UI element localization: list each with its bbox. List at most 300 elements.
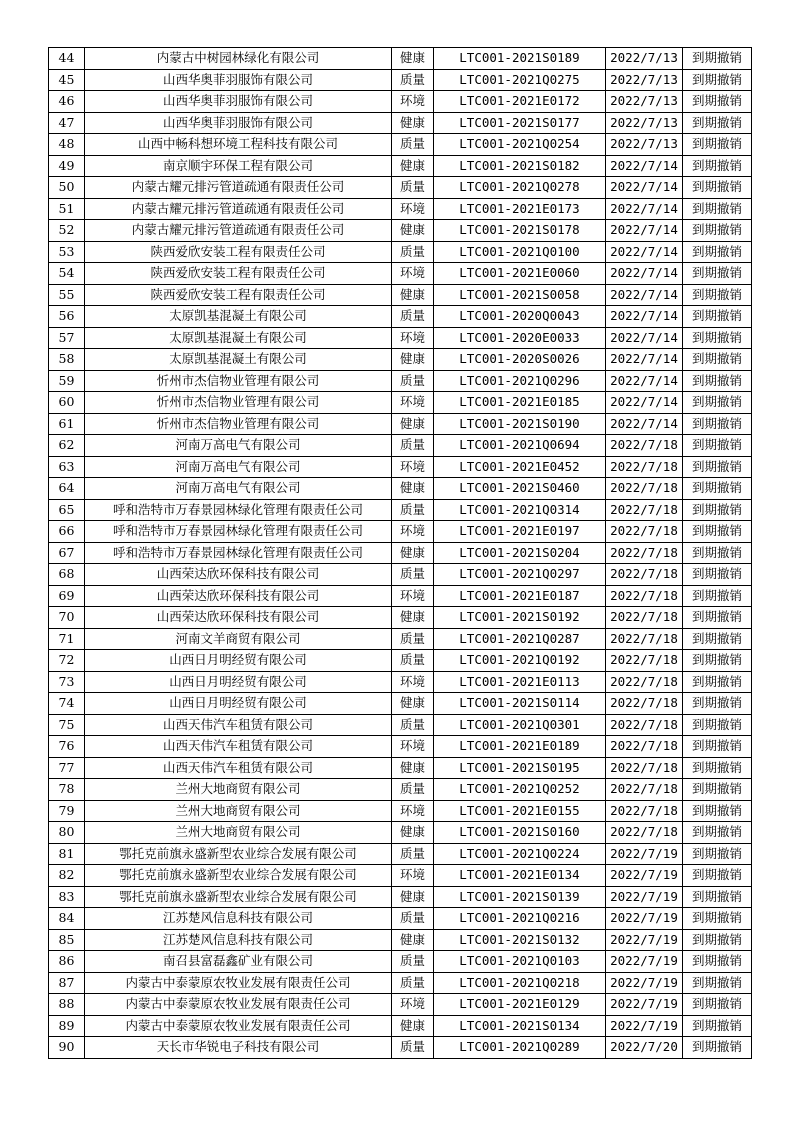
certification-type: 环境 (392, 865, 434, 887)
status-text: 到期撤销 (683, 69, 752, 91)
certification-type: 质量 (392, 714, 434, 736)
row-number: 46 (49, 91, 85, 113)
row-number: 70 (49, 607, 85, 629)
row-number: 78 (49, 779, 85, 801)
row-number: 60 (49, 392, 85, 414)
certification-type: 质量 (392, 69, 434, 91)
certification-type: 质量 (392, 370, 434, 392)
company-name: 内蒙古中泰蒙原农牧业发展有限责任公司 (85, 972, 392, 994)
revocation-date: 2022/7/19 (606, 972, 683, 994)
company-name: 内蒙古耀元排污管道疏通有限责任公司 (85, 177, 392, 199)
table-row (49, 48, 752, 70)
certificate-number: LTC001-2021Q0278 (434, 177, 606, 199)
company-name: 太原凯基混凝土有限公司 (85, 327, 392, 349)
company-name: 江苏楚风信息科技有限公司 (85, 908, 392, 930)
company-name: 山西华奥菲羽服饰有限公司 (85, 112, 392, 134)
certificate-number: LTC001-2021S0178 (434, 220, 606, 242)
table-row (49, 843, 752, 865)
status-text: 到期撤销 (683, 607, 752, 629)
revocation-date: 2022/7/19 (606, 843, 683, 865)
certificate-number: LTC001-2021E0060 (434, 263, 606, 285)
company-name: 陕西爱欣安装工程有限责任公司 (85, 263, 392, 285)
status-text: 到期撤销 (683, 456, 752, 478)
row-number: 88 (49, 994, 85, 1016)
certificate-number: LTC001-2021S0114 (434, 693, 606, 715)
table-row (49, 349, 752, 371)
certificate-number: LTC001-2021S0192 (434, 607, 606, 629)
company-name: 陕西爱欣安装工程有限责任公司 (85, 284, 392, 306)
certification-type: 环境 (392, 585, 434, 607)
certification-type: 质量 (392, 779, 434, 801)
table-row (49, 929, 752, 951)
revocation-date: 2022/7/18 (606, 779, 683, 801)
certificate-number: LTC001-2020S0026 (434, 349, 606, 371)
status-text: 到期撤销 (683, 306, 752, 328)
table-row (49, 908, 752, 930)
certificate-number: LTC001-2021E0155 (434, 800, 606, 822)
certificate-number: LTC001-2021E0189 (434, 736, 606, 758)
revocation-date: 2022/7/14 (606, 327, 683, 349)
status-text: 到期撤销 (683, 628, 752, 650)
company-name: 河南万高电气有限公司 (85, 456, 392, 478)
table-row (49, 951, 752, 973)
table-row (49, 865, 752, 887)
certification-type: 健康 (392, 886, 434, 908)
row-number: 74 (49, 693, 85, 715)
revocation-date: 2022/7/18 (606, 499, 683, 521)
certificate-number: LTC001-2021Q0694 (434, 435, 606, 457)
company-name: 南京顺宇环保工程有限公司 (85, 155, 392, 177)
table-row (49, 800, 752, 822)
status-text: 到期撤销 (683, 972, 752, 994)
revocation-date: 2022/7/18 (606, 542, 683, 564)
row-number: 72 (49, 650, 85, 672)
row-number: 80 (49, 822, 85, 844)
revocation-date: 2022/7/19 (606, 994, 683, 1016)
row-number: 82 (49, 865, 85, 887)
table-row (49, 521, 752, 543)
certification-type: 健康 (392, 220, 434, 242)
certification-type: 质量 (392, 908, 434, 930)
company-name: 山西天伟汽车租赁有限公司 (85, 757, 392, 779)
row-number: 52 (49, 220, 85, 242)
revocation-date: 2022/7/19 (606, 908, 683, 930)
certification-type: 环境 (392, 91, 434, 113)
certificate-number: LTC001-2021E0113 (434, 671, 606, 693)
company-name: 内蒙古中树园林绿化有限公司 (85, 48, 392, 70)
row-number: 69 (49, 585, 85, 607)
company-name: 河南万高电气有限公司 (85, 435, 392, 457)
certification-type: 健康 (392, 413, 434, 435)
revocation-date: 2022/7/13 (606, 69, 683, 91)
company-name: 内蒙古中泰蒙原农牧业发展有限责任公司 (85, 994, 392, 1016)
company-name: 呼和浩特市万春景园林绿化管理有限责任公司 (85, 542, 392, 564)
certification-type: 环境 (392, 198, 434, 220)
table-row (49, 69, 752, 91)
revocation-date: 2022/7/18 (606, 435, 683, 457)
company-name: 山西日月明经贸有限公司 (85, 693, 392, 715)
status-text: 到期撤销 (683, 994, 752, 1016)
status-text: 到期撤销 (683, 155, 752, 177)
table-row (49, 177, 752, 199)
company-name: 山西日月明经贸有限公司 (85, 650, 392, 672)
certification-type: 质量 (392, 650, 434, 672)
certificate-number: LTC001-2021Q0297 (434, 564, 606, 586)
status-text: 到期撤销 (683, 800, 752, 822)
table-row (49, 413, 752, 435)
revocation-date: 2022/7/18 (606, 671, 683, 693)
table-row (49, 456, 752, 478)
company-name: 河南文羊商贸有限公司 (85, 628, 392, 650)
revocation-date: 2022/7/18 (606, 585, 683, 607)
company-name: 山西中畅科想环境工程科技有限公司 (85, 134, 392, 156)
revocation-date: 2022/7/14 (606, 284, 683, 306)
certificate-number: LTC001-2021Q0224 (434, 843, 606, 865)
company-name: 山西荣达欣环保科技有限公司 (85, 607, 392, 629)
revocation-date: 2022/7/18 (606, 714, 683, 736)
revocation-date: 2022/7/18 (606, 693, 683, 715)
revocation-date: 2022/7/13 (606, 112, 683, 134)
certificate-number: LTC001-2021S0160 (434, 822, 606, 844)
certificate-number: LTC001-2021Q0218 (434, 972, 606, 994)
certification-type: 环境 (392, 392, 434, 414)
certification-type: 质量 (392, 499, 434, 521)
revocation-date: 2022/7/14 (606, 220, 683, 242)
table-row (49, 284, 752, 306)
company-name: 兰州大地商贸有限公司 (85, 779, 392, 801)
company-name: 南召县富磊鑫矿业有限公司 (85, 951, 392, 973)
status-text: 到期撤销 (683, 220, 752, 242)
revocation-date: 2022/7/14 (606, 349, 683, 371)
certification-type: 环境 (392, 263, 434, 285)
certification-type: 质量 (392, 241, 434, 263)
revocation-date: 2022/7/14 (606, 263, 683, 285)
certificate-number: LTC001-2021Q0100 (434, 241, 606, 263)
table-row (49, 693, 752, 715)
status-text: 到期撤销 (683, 134, 752, 156)
company-name: 忻州市杰信物业管理有限公司 (85, 370, 392, 392)
status-text: 到期撤销 (683, 1037, 752, 1059)
revocation-date: 2022/7/18 (606, 822, 683, 844)
certificate-revocation-table (48, 47, 752, 1059)
revocation-date: 2022/7/18 (606, 564, 683, 586)
revocation-date: 2022/7/18 (606, 650, 683, 672)
certificate-number: LTC001-2021Q0301 (434, 714, 606, 736)
certificate-number: LTC001-2021Q0287 (434, 628, 606, 650)
certification-type: 质量 (392, 435, 434, 457)
certificate-number: LTC001-2021E0172 (434, 91, 606, 113)
row-number: 76 (49, 736, 85, 758)
table-row (49, 499, 752, 521)
certificate-number: LTC001-2021Q0275 (434, 69, 606, 91)
certificate-number: LTC001-2021S0132 (434, 929, 606, 951)
revocation-date: 2022/7/14 (606, 413, 683, 435)
certificate-number: LTC001-2021Q0254 (434, 134, 606, 156)
revocation-date: 2022/7/20 (606, 1037, 683, 1059)
certificate-number: LTC001-2021E0173 (434, 198, 606, 220)
certificate-number: LTC001-2021S0460 (434, 478, 606, 500)
certificate-number: LTC001-2021S0139 (434, 886, 606, 908)
certificate-number: LTC001-2020E0033 (434, 327, 606, 349)
row-number: 64 (49, 478, 85, 500)
status-text: 到期撤销 (683, 886, 752, 908)
status-text: 到期撤销 (683, 908, 752, 930)
certificate-number: LTC001-2021S0204 (434, 542, 606, 564)
table-row (49, 994, 752, 1016)
table-row (49, 134, 752, 156)
certification-type: 健康 (392, 757, 434, 779)
revocation-date: 2022/7/14 (606, 177, 683, 199)
company-name: 山西天伟汽车租赁有限公司 (85, 736, 392, 758)
certificate-number: LTC001-2021Q0314 (434, 499, 606, 521)
status-text: 到期撤销 (683, 843, 752, 865)
certification-type: 环境 (392, 800, 434, 822)
company-name: 天长市华锐电子科技有限公司 (85, 1037, 392, 1059)
certificate-number: LTC001-2021Q0192 (434, 650, 606, 672)
status-text: 到期撤销 (683, 650, 752, 672)
company-name: 呼和浩特市万春景园林绿化管理有限责任公司 (85, 521, 392, 543)
table-row (49, 972, 752, 994)
row-number: 84 (49, 908, 85, 930)
company-name: 忻州市杰信物业管理有限公司 (85, 392, 392, 414)
certificate-number: LTC001-2021S0177 (434, 112, 606, 134)
row-number: 45 (49, 69, 85, 91)
revocation-date: 2022/7/19 (606, 865, 683, 887)
table-row (49, 241, 752, 263)
certification-type: 环境 (392, 736, 434, 758)
certificate-number: LTC001-2021Q0103 (434, 951, 606, 973)
status-text: 到期撤销 (683, 865, 752, 887)
certificate-number: LTC001-2021E0187 (434, 585, 606, 607)
certificate-number: LTC001-2020Q0043 (434, 306, 606, 328)
status-text: 到期撤销 (683, 284, 752, 306)
status-text: 到期撤销 (683, 198, 752, 220)
revocation-date: 2022/7/18 (606, 607, 683, 629)
company-name: 鄂托克前旗永盛新型农业综合发展有限公司 (85, 843, 392, 865)
revocation-date: 2022/7/19 (606, 929, 683, 951)
row-number: 89 (49, 1015, 85, 1037)
status-text: 到期撤销 (683, 478, 752, 500)
status-text: 到期撤销 (683, 263, 752, 285)
certification-type: 健康 (392, 48, 434, 70)
certification-type: 健康 (392, 929, 434, 951)
certification-type: 健康 (392, 542, 434, 564)
status-text: 到期撤销 (683, 435, 752, 457)
certificate-number: LTC001-2021S0190 (434, 413, 606, 435)
status-text: 到期撤销 (683, 521, 752, 543)
row-number: 81 (49, 843, 85, 865)
certificate-number: LTC001-2021Q0252 (434, 779, 606, 801)
certificate-number: LTC001-2021Q0216 (434, 908, 606, 930)
table-row (49, 585, 752, 607)
status-text: 到期撤销 (683, 929, 752, 951)
company-name: 山西华奥菲羽服饰有限公司 (85, 69, 392, 91)
status-text: 到期撤销 (683, 585, 752, 607)
row-number: 87 (49, 972, 85, 994)
certification-type: 质量 (392, 564, 434, 586)
table-row (49, 220, 752, 242)
status-text: 到期撤销 (683, 241, 752, 263)
table-row (49, 1037, 752, 1059)
table-row (49, 370, 752, 392)
certificate-number: LTC001-2021E0185 (434, 392, 606, 414)
company-name: 山西天伟汽车租赁有限公司 (85, 714, 392, 736)
row-number: 77 (49, 757, 85, 779)
revocation-date: 2022/7/18 (606, 521, 683, 543)
certificate-number: LTC001-2021E0452 (434, 456, 606, 478)
revocation-date: 2022/7/14 (606, 306, 683, 328)
status-text: 到期撤销 (683, 779, 752, 801)
status-text: 到期撤销 (683, 1015, 752, 1037)
revocation-date: 2022/7/13 (606, 134, 683, 156)
row-number: 63 (49, 456, 85, 478)
table-row (49, 671, 752, 693)
certificate-number: LTC001-2021E0197 (434, 521, 606, 543)
status-text: 到期撤销 (683, 177, 752, 199)
status-text: 到期撤销 (683, 499, 752, 521)
row-number: 67 (49, 542, 85, 564)
certification-type: 质量 (392, 843, 434, 865)
company-name: 山西荣达欣环保科技有限公司 (85, 564, 392, 586)
row-number: 48 (49, 134, 85, 156)
table-row (49, 650, 752, 672)
table-row (49, 542, 752, 564)
certification-type: 质量 (392, 306, 434, 328)
row-number: 44 (49, 48, 85, 70)
table-row (49, 478, 752, 500)
row-number: 68 (49, 564, 85, 586)
company-name: 内蒙古耀元排污管道疏通有限责任公司 (85, 220, 392, 242)
table-row (49, 757, 752, 779)
status-text: 到期撤销 (683, 48, 752, 70)
certification-type: 质量 (392, 972, 434, 994)
company-name: 山西日月明经贸有限公司 (85, 671, 392, 693)
company-name: 陕西爱欣安装工程有限责任公司 (85, 241, 392, 263)
row-number: 65 (49, 499, 85, 521)
table-row (49, 327, 752, 349)
company-name: 呼和浩特市万春景园林绿化管理有限责任公司 (85, 499, 392, 521)
row-number: 57 (49, 327, 85, 349)
status-text: 到期撤销 (683, 392, 752, 414)
table-row (49, 392, 752, 414)
revocation-date: 2022/7/19 (606, 951, 683, 973)
row-number: 62 (49, 435, 85, 457)
certification-type: 健康 (392, 1015, 434, 1037)
certification-type: 健康 (392, 478, 434, 500)
company-name: 山西荣达欣环保科技有限公司 (85, 585, 392, 607)
table-row (49, 306, 752, 328)
row-number: 56 (49, 306, 85, 328)
certification-type: 健康 (392, 155, 434, 177)
table-row (49, 91, 752, 113)
company-name: 山西华奥菲羽服饰有限公司 (85, 91, 392, 113)
company-name: 鄂托克前旗永盛新型农业综合发展有限公司 (85, 886, 392, 908)
row-number: 79 (49, 800, 85, 822)
row-number: 61 (49, 413, 85, 435)
certification-type: 质量 (392, 951, 434, 973)
revocation-date: 2022/7/18 (606, 800, 683, 822)
certification-type: 健康 (392, 112, 434, 134)
status-text: 到期撤销 (683, 112, 752, 134)
certification-type: 环境 (392, 521, 434, 543)
company-name: 太原凯基混凝土有限公司 (85, 306, 392, 328)
revocation-date: 2022/7/14 (606, 241, 683, 263)
row-number: 83 (49, 886, 85, 908)
certificate-number: LTC001-2021S0195 (434, 757, 606, 779)
company-name: 兰州大地商贸有限公司 (85, 822, 392, 844)
table-row (49, 435, 752, 457)
row-number: 53 (49, 241, 85, 263)
status-text: 到期撤销 (683, 91, 752, 113)
status-text: 到期撤销 (683, 714, 752, 736)
table-row (49, 263, 752, 285)
certificate-number: LTC001-2021E0134 (434, 865, 606, 887)
row-number: 90 (49, 1037, 85, 1059)
table-row (49, 607, 752, 629)
status-text: 到期撤销 (683, 349, 752, 371)
row-number: 86 (49, 951, 85, 973)
revocation-date: 2022/7/14 (606, 392, 683, 414)
table-body (49, 48, 752, 1059)
certification-type: 质量 (392, 134, 434, 156)
row-number: 73 (49, 671, 85, 693)
revocation-date: 2022/7/18 (606, 456, 683, 478)
certificate-number: LTC001-2021S0134 (434, 1015, 606, 1037)
status-text: 到期撤销 (683, 736, 752, 758)
row-number: 59 (49, 370, 85, 392)
certificate-number: LTC001-2021S0189 (434, 48, 606, 70)
table-row (49, 886, 752, 908)
status-text: 到期撤销 (683, 564, 752, 586)
row-number: 85 (49, 929, 85, 951)
row-number: 66 (49, 521, 85, 543)
revocation-date: 2022/7/13 (606, 91, 683, 113)
certification-type: 质量 (392, 177, 434, 199)
revocation-date: 2022/7/13 (606, 48, 683, 70)
table-row (49, 198, 752, 220)
status-text: 到期撤销 (683, 542, 752, 564)
certificate-number: LTC001-2021Q0289 (434, 1037, 606, 1059)
status-text: 到期撤销 (683, 370, 752, 392)
row-number: 47 (49, 112, 85, 134)
certification-type: 健康 (392, 349, 434, 371)
company-name: 内蒙古中泰蒙原农牧业发展有限责任公司 (85, 1015, 392, 1037)
table-row (49, 736, 752, 758)
certification-type: 健康 (392, 822, 434, 844)
company-name: 江苏楚风信息科技有限公司 (85, 929, 392, 951)
certification-type: 健康 (392, 607, 434, 629)
company-name: 忻州市杰信物业管理有限公司 (85, 413, 392, 435)
certification-type: 环境 (392, 671, 434, 693)
revocation-date: 2022/7/19 (606, 886, 683, 908)
revocation-date: 2022/7/18 (606, 628, 683, 650)
status-text: 到期撤销 (683, 693, 752, 715)
status-text: 到期撤销 (683, 413, 752, 435)
row-number: 51 (49, 198, 85, 220)
row-number: 49 (49, 155, 85, 177)
revocation-date: 2022/7/18 (606, 478, 683, 500)
company-name: 内蒙古耀元排污管道疏通有限责任公司 (85, 198, 392, 220)
revocation-date: 2022/7/18 (606, 757, 683, 779)
certificate-number: LTC001-2021S0182 (434, 155, 606, 177)
company-name: 兰州大地商贸有限公司 (85, 800, 392, 822)
company-name: 鄂托克前旗永盛新型农业综合发展有限公司 (85, 865, 392, 887)
row-number: 75 (49, 714, 85, 736)
table-row (49, 714, 752, 736)
row-number: 71 (49, 628, 85, 650)
revocation-date: 2022/7/14 (606, 155, 683, 177)
certification-type: 健康 (392, 284, 434, 306)
